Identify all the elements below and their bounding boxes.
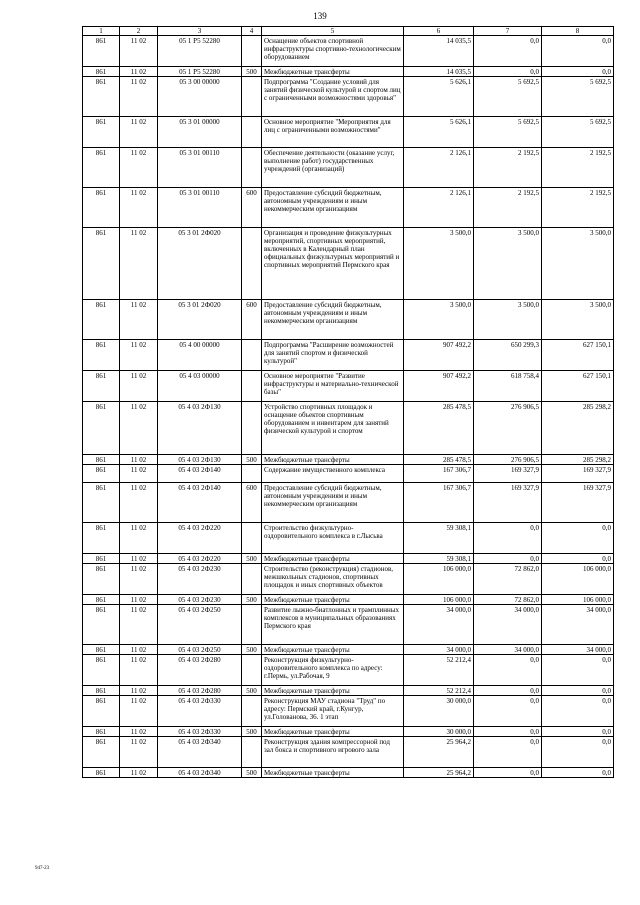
cell-amount-year2: 618 758,4 [474,371,542,402]
cell-amount-year1: 3 500,0 [404,300,474,340]
table-row [83,300,614,340]
cell-expense-type [242,465,262,483]
cell-amount-year2: 34 000,0 [474,605,542,645]
cell-admin-code: 861 [83,768,120,778]
cell-amount-year3: 0,0 [542,768,614,778]
table-row [83,455,614,465]
cell-amount-year2: 0,0 [474,67,542,77]
cell-admin-code: 861 [83,228,120,300]
cell-expense-type: 600 [242,188,262,228]
cell-amount-year2: 0,0 [474,727,542,737]
cell-section-code: 11 02 [120,727,158,737]
budget-table [82,26,614,778]
cell-expense-type [242,402,262,455]
cell-admin-code: 861 [83,595,120,605]
table-body [83,36,614,778]
cell-name: Межбюджетные трансферты [262,554,404,564]
cell-name: Предоставление субсидий бюджетным, автономным учреждениям и иным некоммерческим организациям [262,483,404,523]
cell-admin-code: 861 [83,645,120,655]
column-header: 2 [120,27,158,36]
cell-expense-type: 500 [242,67,262,77]
cell-section-code: 11 02 [120,371,158,402]
cell-amount-year3: 0,0 [542,686,614,696]
cell-name: Межбюджетные трансферты [262,67,404,77]
cell-name: Предоставление субсидий бюджетным, автономным учреждениям и иным некоммерческим организациям [262,300,404,340]
cell-amount-year1: 167 306,7 [404,483,474,523]
cell-expense-type [242,371,262,402]
cell-expense-type [242,605,262,645]
cell-amount-year1: 52 212,4 [404,686,474,696]
cell-expense-type [242,523,262,554]
cell-section-code: 11 02 [120,228,158,300]
cell-section-code: 11 02 [120,483,158,523]
cell-section-code: 11 02 [120,564,158,595]
cell-amount-year3: 106 000,0 [542,564,614,595]
cell-expense-type: 600 [242,300,262,340]
cell-target-code: 05 4 03 2Ф330 [158,727,242,737]
cell-expense-type [242,228,262,300]
cell-amount-year2: 2 192,5 [474,188,542,228]
cell-amount-year2: 3 500,0 [474,228,542,300]
cell-admin-code: 861 [83,117,120,148]
table-row [83,595,614,605]
cell-amount-year3: 0,0 [542,727,614,737]
cell-target-code: 05 4 00 00000 [158,340,242,371]
cell-amount-year2: 3 500,0 [474,300,542,340]
cell-expense-type: 600 [242,483,262,523]
cell-amount-year2: 0,0 [474,737,542,768]
cell-section-code: 11 02 [120,737,158,768]
cell-expense-type: 500 [242,645,262,655]
cell-expense-type [242,340,262,371]
table-row [83,36,614,67]
cell-name: Оснащение объектов спортивной инфраструктуры спортивно-технологическим оборудованием [262,36,404,67]
column-header: 1 [83,27,120,36]
cell-target-code: 05 4 03 2Ф220 [158,523,242,554]
cell-amount-year2: 169 327,9 [474,483,542,523]
header-row [83,27,614,36]
cell-amount-year1: 34 000,0 [404,645,474,655]
cell-target-code: 05 3 01 2Ф020 [158,300,242,340]
table-row [83,340,614,371]
cell-admin-code: 861 [83,402,120,455]
table-row [83,768,614,778]
cell-target-code: 05 4 03 2Ф220 [158,554,242,564]
cell-target-code: 05 4 03 2Ф230 [158,595,242,605]
table-row [83,402,614,455]
cell-section-code: 11 02 [120,768,158,778]
cell-name: Основное мероприятие "Развитие инфраструктуры и материально-технической базы" [262,371,404,402]
cell-admin-code: 861 [83,77,120,117]
cell-admin-code: 861 [83,655,120,686]
cell-amount-year1: 3 500,0 [404,228,474,300]
cell-amount-year3: 2 192,5 [542,188,614,228]
cell-name: Реконструкция здания компрессорной под зал бокса и спортивного игрового зала [262,737,404,768]
cell-amount-year3: 5 692,5 [542,117,614,148]
cell-amount-year3: 3 500,0 [542,228,614,300]
cell-amount-year2: 276 906,5 [474,455,542,465]
cell-name: Предоставление субсидий бюджетным, автономным учреждениям и иным некоммерческим организациям [262,188,404,228]
cell-expense-type [242,737,262,768]
column-header: 8 [542,27,614,36]
table-row [83,371,614,402]
cell-admin-code: 861 [83,188,120,228]
table-row [83,188,614,228]
cell-admin-code: 861 [83,371,120,402]
cell-amount-year2: 0,0 [474,36,542,67]
cell-amount-year1: 30 000,0 [404,727,474,737]
cell-target-code: 05 4 03 2Ф330 [158,696,242,727]
cell-amount-year3: 2 192,5 [542,148,614,188]
cell-amount-year1: 59 308,1 [404,523,474,554]
cell-section-code: 11 02 [120,686,158,696]
cell-admin-code: 861 [83,455,120,465]
cell-amount-year2: 0,0 [474,655,542,686]
cell-admin-code: 861 [83,483,120,523]
cell-amount-year3: 169 327,9 [542,483,614,523]
cell-amount-year1: 25 964,2 [404,737,474,768]
cell-target-code: 05 4 03 2Ф230 [158,564,242,595]
cell-target-code: 05 1 P5 52280 [158,67,242,77]
cell-admin-code: 861 [83,300,120,340]
cell-amount-year1: 2 126,1 [404,188,474,228]
cell-amount-year3: 285 298,2 [542,402,614,455]
cell-expense-type: 500 [242,686,262,696]
cell-name: Подпрограмма "Расширение возможностей для занятий спортом и физической культурой" [262,340,404,371]
cell-name: Устройство спортивных площадок и оснащение объектов спортивным оборудованием и инвентарем для занятий физической культурой и спортом [262,402,404,455]
cell-amount-year1: 285 478,5 [404,402,474,455]
cell-amount-year1: 167 306,7 [404,465,474,483]
cell-expense-type: 500 [242,455,262,465]
cell-amount-year1: 106 000,0 [404,564,474,595]
cell-target-code: 05 4 03 2Ф250 [158,605,242,645]
cell-name: Обеспечение деятельности (оказание услуг, выполнение работ) государственных учреждений (организаций) [262,148,404,188]
column-header: 5 [262,27,404,36]
cell-target-code: 05 3 01 00000 [158,117,242,148]
cell-amount-year3: 285 298,2 [542,455,614,465]
cell-admin-code: 861 [83,148,120,188]
cell-admin-code: 861 [83,465,120,483]
cell-target-code: 05 3 01 2Ф020 [158,228,242,300]
cell-amount-year2: 0,0 [474,768,542,778]
cell-section-code: 11 02 [120,300,158,340]
table-row [83,67,614,77]
cell-target-code: 05 4 03 2Ф340 [158,737,242,768]
cell-target-code: 05 4 03 2Ф140 [158,465,242,483]
cell-amount-year1: 2 126,1 [404,148,474,188]
cell-amount-year2: 169 327,9 [474,465,542,483]
cell-amount-year2: 650 299,3 [474,340,542,371]
cell-name: Межбюджетные трансферты [262,727,404,737]
cell-expense-type: 500 [242,595,262,605]
cell-name: Межбюджетные трансферты [262,768,404,778]
cell-amount-year1: 59 308,1 [404,554,474,564]
cell-name: Реконструкция физкультурно-оздоровительного комплекса по адресу: г.Пермь, ул.Рабочая, 9 [262,655,404,686]
cell-section-code: 11 02 [120,696,158,727]
cell-name: Межбюджетные трансферты [262,645,404,655]
cell-amount-year2: 0,0 [474,686,542,696]
cell-section-code: 11 02 [120,148,158,188]
cell-amount-year1: 30 000,0 [404,696,474,727]
cell-target-code: 05 4 03 2Ф280 [158,655,242,686]
cell-section-code: 11 02 [120,117,158,148]
cell-amount-year1: 34 000,0 [404,605,474,645]
cell-expense-type: 500 [242,554,262,564]
cell-expense-type: 500 [242,727,262,737]
cell-amount-year3: 0,0 [542,67,614,77]
cell-expense-type [242,564,262,595]
table-row [83,727,614,737]
cell-name: Подпрограмма "Создание условий для занятий физической культурой и спортом лиц с ограниченными возможностями здоровья" [262,77,404,117]
cell-target-code: 05 4 03 2Ф280 [158,686,242,696]
column-header: 3 [158,27,242,36]
cell-admin-code: 861 [83,605,120,645]
page-number: 139 [313,11,327,21]
cell-name: Строительство (реконструкция) стадионов, межшкольных стадионов, спортивных площадок и иных спортивных объектов [262,564,404,595]
cell-target-code: 05 1 P5 52280 [158,36,242,67]
cell-expense-type: 500 [242,768,262,778]
cell-target-code: 05 3 00 00000 [158,77,242,117]
cell-section-code: 11 02 [120,465,158,483]
cell-amount-year3: 0,0 [542,36,614,67]
cell-amount-year1: 14 035,5 [404,67,474,77]
cell-target-code: 05 3 01 00110 [158,188,242,228]
table-row [83,655,614,686]
cell-section-code: 11 02 [120,455,158,465]
cell-section-code: 11 02 [120,655,158,686]
cell-amount-year1: 907 492,2 [404,371,474,402]
cell-admin-code: 861 [83,564,120,595]
cell-section-code: 11 02 [120,523,158,554]
cell-amount-year1: 907 492,2 [404,340,474,371]
cell-admin-code: 861 [83,696,120,727]
table-row [83,148,614,188]
cell-section-code: 11 02 [120,605,158,645]
cell-name: Основное мероприятие "Мероприятия для лиц с ограниченными возможностями" [262,117,404,148]
cell-target-code: 05 4 03 2Ф130 [158,402,242,455]
cell-expense-type [242,696,262,727]
cell-name: Организация и проведение физкультурных мероприятий, спортивных мероприятий, включенных в Календарный план официальных физкультурных мероприятий и спортивных мероприятий Пермского края [262,228,404,300]
cell-amount-year2: 0,0 [474,696,542,727]
cell-amount-year2: 0,0 [474,554,542,564]
cell-admin-code: 861 [83,67,120,77]
cell-section-code: 11 02 [120,67,158,77]
cell-admin-code: 861 [83,737,120,768]
cell-admin-code: 861 [83,686,120,696]
cell-section-code: 11 02 [120,595,158,605]
cell-name: Межбюджетные трансферты [262,455,404,465]
cell-amount-year1: 106 000,0 [404,595,474,605]
cell-amount-year1: 285 478,5 [404,455,474,465]
cell-admin-code: 861 [83,554,120,564]
cell-amount-year1: 14 035,5 [404,36,474,67]
cell-name: Межбюджетные трансферты [262,595,404,605]
cell-amount-year3: 34 000,0 [542,605,614,645]
cell-amount-year2: 276 906,5 [474,402,542,455]
table-row [83,737,614,768]
cell-section-code: 11 02 [120,77,158,117]
cell-name: Строительство физкультурно-оздоровительного комплекса в г.Лысьва [262,523,404,554]
cell-name: Реконструкция МАУ стадиона "Труд" по адресу: Пермский край, г.Кунгур, ул.Голованова, 36. 1 этап [262,696,404,727]
cell-expense-type [242,77,262,117]
cell-section-code: 11 02 [120,340,158,371]
cell-expense-type [242,148,262,188]
cell-admin-code: 861 [83,523,120,554]
cell-target-code: 05 4 03 00000 [158,371,242,402]
footer-code: 947-23 [35,866,50,871]
cell-target-code: 05 4 03 2Ф250 [158,645,242,655]
cell-amount-year2: 34 000,0 [474,645,542,655]
cell-name: Межбюджетные трансферты [262,686,404,696]
cell-section-code: 11 02 [120,36,158,67]
table-row [83,564,614,595]
cell-amount-year3: 0,0 [542,523,614,554]
cell-amount-year3: 0,0 [542,554,614,564]
cell-section-code: 11 02 [120,645,158,655]
cell-expense-type [242,655,262,686]
cell-admin-code: 861 [83,727,120,737]
cell-amount-year3: 627 150,1 [542,371,614,402]
table-row [83,605,614,645]
cell-amount-year3: 169 327,9 [542,465,614,483]
cell-amount-year3: 3 500,0 [542,300,614,340]
cell-target-code: 05 4 03 2Ф340 [158,768,242,778]
cell-amount-year2: 5 692,5 [474,117,542,148]
cell-amount-year2: 0,0 [474,523,542,554]
cell-amount-year1: 5 626,1 [404,117,474,148]
column-header: 7 [474,27,542,36]
table-row [83,117,614,148]
cell-amount-year3: 34 000,0 [542,645,614,655]
cell-amount-year3: 106 000,0 [542,595,614,605]
cell-name: Содержание имущественного комплекса [262,465,404,483]
cell-amount-year3: 627 150,1 [542,340,614,371]
table-row [83,77,614,117]
cell-amount-year2: 2 192,5 [474,148,542,188]
cell-amount-year3: 5 692,5 [542,77,614,117]
table-row [83,465,614,483]
cell-admin-code: 861 [83,36,120,67]
cell-expense-type [242,117,262,148]
table-row [83,696,614,727]
cell-amount-year3: 0,0 [542,696,614,727]
cell-expense-type [242,36,262,67]
cell-target-code: 05 3 01 00110 [158,148,242,188]
column-header: 4 [242,27,262,36]
table-row [83,228,614,300]
cell-amount-year2: 72 862,0 [474,595,542,605]
cell-amount-year3: 0,0 [542,737,614,768]
cell-target-code: 05 4 03 2Ф140 [158,483,242,523]
table-row [83,523,614,554]
column-header: 6 [404,27,474,36]
cell-name: Развитие лыжно-биатлонных и трамплинных комплексов в муниципальных образованиях Пермского края [262,605,404,645]
cell-section-code: 11 02 [120,188,158,228]
cell-section-code: 11 02 [120,402,158,455]
cell-section-code: 11 02 [120,554,158,564]
cell-amount-year1: 52 212,4 [404,655,474,686]
table-row [83,483,614,523]
table-row [83,645,614,655]
cell-amount-year1: 5 626,1 [404,77,474,117]
cell-amount-year2: 5 692,5 [474,77,542,117]
cell-amount-year1: 25 964,2 [404,768,474,778]
table-row [83,686,614,696]
cell-amount-year3: 0,0 [542,655,614,686]
table-row [83,554,614,564]
cell-amount-year2: 72 862,0 [474,564,542,595]
cell-admin-code: 861 [83,340,120,371]
cell-target-code: 05 4 03 2Ф130 [158,455,242,465]
